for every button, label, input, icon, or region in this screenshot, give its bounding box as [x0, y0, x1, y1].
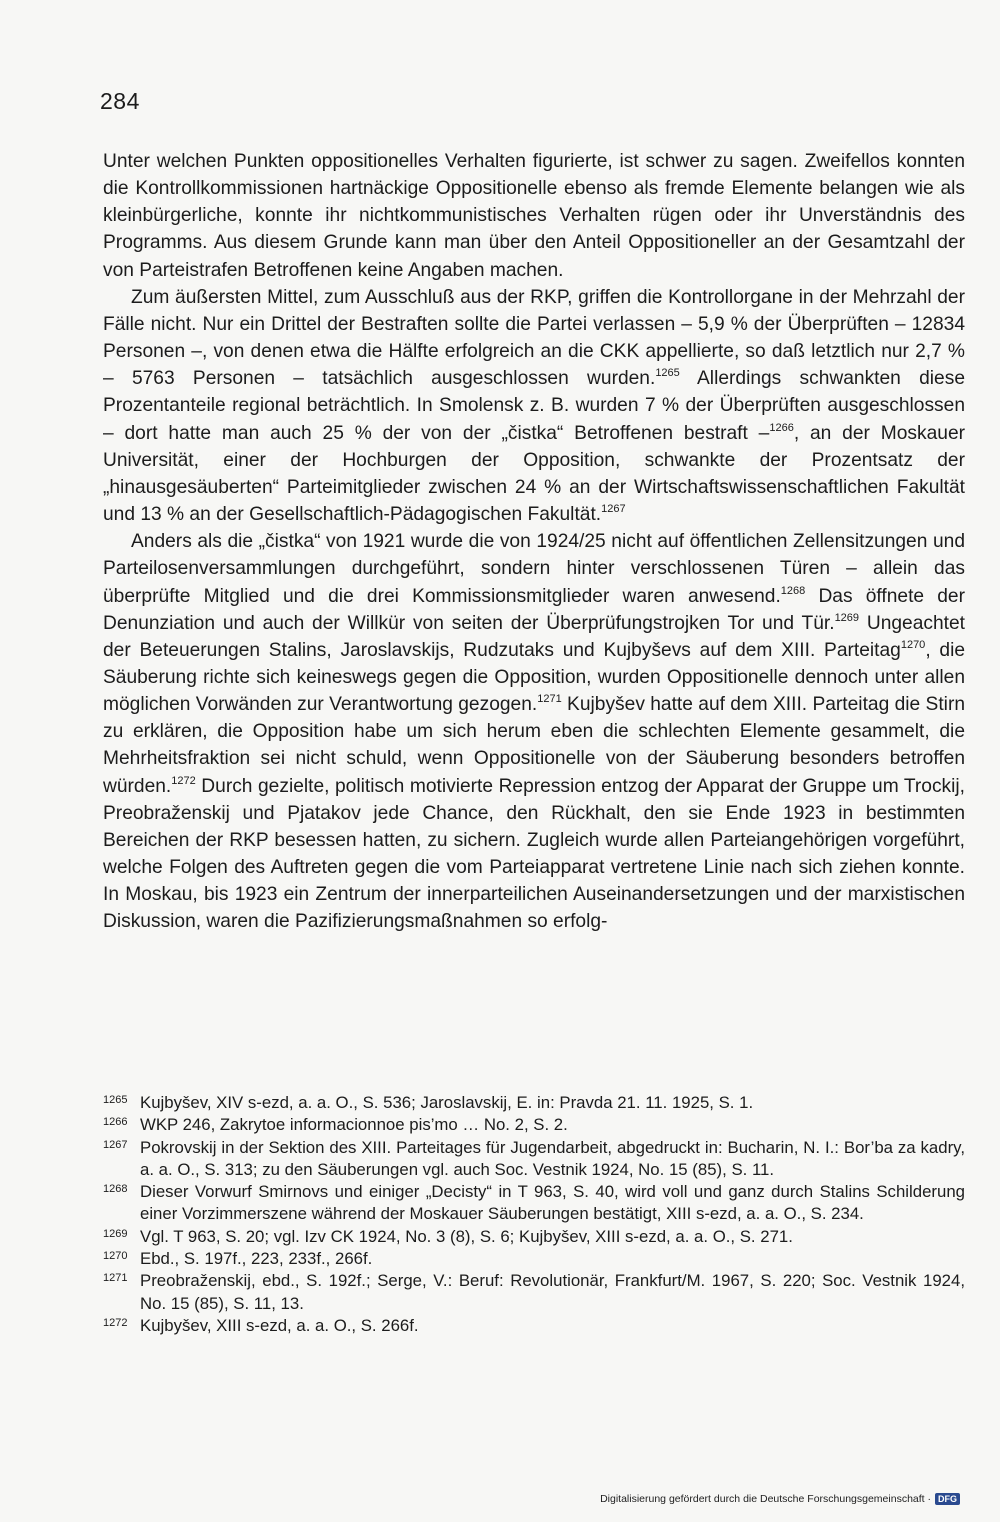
- body-text: [103, 148, 965, 936]
- text-run: Unter welchen Punkten oppositionelles Verhalten figurierte, ist schwer zu sagen. Zweifellos konnten die Kontrollkommissionen hartnäckige Oppositionelle ebenso als fremde Elemente belangen wie als kleinbürgerliche, konnte ihr nichtkommunistisches Verhalten rügen oder ihr Unverständnis des Programms. Aus diesem Grunde kann man über den Anteil Oppositioneller an der Gesamtzahl der von Parteistrafen Betroffenen keine Angaben machen.: [103, 151, 965, 281]
- footnote-ref: 1267: [601, 503, 626, 516]
- page-number: 284: [100, 88, 140, 114]
- footnote-ref: 1266: [769, 421, 794, 434]
- footnote-text: Kujbyšev, XIV s-ezd, a. a. O., S. 536; Jaroslavskij, E. in: Pravda 21. 11. 1925, S. 1.: [140, 1093, 754, 1112]
- footnote-text: Kujbyšev, XIII s-ezd, a. a. O., S. 266f.: [140, 1315, 419, 1335]
- dfg-credit: [600, 1493, 960, 1505]
- footnote-text: Preobraženskij, ebd., S. 192f.; Serge, V.: Beruf: Revolutionär, Frankfurt/M. 1967, S. 220; Soc. Vestnik 1924, No. 15 (85), S. 11, 13.: [140, 1271, 965, 1313]
- text-run: Das öffnete der Denunziation und auch der Willkür von seiten der Überprüfungstrojken Tor und Tür.: [103, 585, 965, 634]
- footnote: [103, 1137, 965, 1182]
- text-run: Durch gezielte, politisch motivierte Repression entzog der Apparat der Gruppe um Trockij, Preobraženskij und Pjatakov jede Chance, den Rückhalt, den sie Ende 1923 in bestimmten Bereichen der RKP besessen hatten, zu sichern. Zugleich wurde allen Parteiangehörigen vorgeführt, welche Folgen des Auftreten gegen die vom Parteiapparat vertretene Linie nach sich ziehen konnte. In Moskau, bis 1923 ein Zentrum der innerparteilichen Auseinandersetzungen und der marxistischen Diskussion, waren die Pazifizierungsmaßnahmen so erfolg-: [103, 775, 965, 933]
- text-run: , die Säuberung richte sich keineswegs gegen die Opposition, wurden Oppositionelle dennoch unter allen möglichen Vorwänden zur Verantwortung gezogen.: [103, 639, 965, 716]
- footnote-number: 1272: [103, 1316, 128, 1329]
- footnote-number: 1265: [103, 1094, 128, 1106]
- footnote: [103, 1181, 965, 1226]
- dfg-logo: DFG: [935, 1493, 960, 1505]
- footnote-number: 1268: [103, 1183, 128, 1196]
- footnote-text: Ebd., S. 197f., 223, 233f., 266f.: [140, 1249, 373, 1269]
- footnote-text: WKP 246, Zakrytoe informacionnoe pis’mo … No. 2, S. 2.: [140, 1115, 568, 1135]
- footnote-ref: 1269: [834, 611, 860, 624]
- footnote-ref: 1270: [900, 638, 926, 651]
- footnote: [103, 1248, 965, 1270]
- text-run: Anders als die „čistka“ von 1921 wurde die von 1924/25 nicht auf öffentlichen Zellensitzungen und Parteilosenversammlungen durchgeführt, sondern hinter verschlossenen Türen – allein das überprüfte Mitglied und die drei Kommissionsmitglieder waren anwesend.: [103, 531, 965, 607]
- footnote-ref: 1268: [780, 584, 806, 597]
- footnote: [103, 1315, 965, 1337]
- text-run: Kujbyšev hatte auf dem XIII. Parteitag die Stirn zu erklären, die Opposition habe um sich herum eben die schlechten Elemente gesammelt, die Mehrheitsfraktion sei nicht schuld, wenn Oppositionelle von der Säuberung besonders betroffen würden.: [103, 694, 966, 797]
- footnotes: [103, 1092, 965, 1337]
- text-run: Ungeachtet der Beteuerungen Stalins, Jaroslavskijs, Rudzutaks und Kujbyševs auf dem XIII. Parteitag: [103, 612, 965, 661]
- paragraph: [103, 528, 965, 935]
- footnote-ref: 1265: [655, 367, 680, 380]
- footnote-text: Pokrovskij in der Sektion des XIII. Parteitages für Jugendarbeit, abgedruckt in: Bucharin, N. I.: Bor’ba za kadry, a. a. O., S. 313; zu den Säuberungen vgl. auch Soc. Vestnik 1924, No. 15 (85), S. 11.: [140, 1137, 965, 1179]
- footnote-number: 1266: [103, 1116, 128, 1129]
- footnote: [103, 1226, 965, 1248]
- footnote-ref: 1271: [537, 693, 562, 706]
- footnote: [103, 1270, 965, 1315]
- footnote-number: 1270: [103, 1250, 128, 1263]
- footnote-number: 1269: [103, 1227, 128, 1240]
- footnote: [103, 1092, 965, 1114]
- paragraph: [103, 148, 965, 284]
- footnote-text: Vgl. T 963, S. 20; vgl. Izv CK 1924, No. 3 (8), S. 6; Kujbyšev, XIII s-ezd, a. a. O., S. 271.: [140, 1226, 793, 1246]
- footnote-text: Dieser Vorwurf Smirnovs und einiger „Decisty“ in T 963, S. 40, wird voll und ganz durch Stalins Schilderung einer Vorzimmerszene während der Moskauer Säuberungen bestätigt, XIII s-ezd, a. a. O., S. 234.: [140, 1182, 965, 1224]
- footnote-ref: 1272: [171, 774, 196, 787]
- text-run: Allerdings schwankten diese Prozentanteile regional beträchtlich. In Smolensk z. B. wurden 7 % der Überprüften ausgeschlossen – dort hatte man auch 25 % der von der „čistka“ Betroffenen bestraft –: [103, 368, 965, 444]
- footnote-number: 1271: [103, 1272, 128, 1285]
- footnote: [103, 1114, 965, 1136]
- text-run: , an der Moskauer Universität, einer der Hochburgen der Opposition, schwankte der Prozentsatz der „hinausgesäuberten“ Parteimitglieder zwischen 24 % an der Wirtschaftswissenschaftlichen Fakultät und 13 % an der Gesellschaftlich-Pädagogischen Fakultät.: [103, 422, 965, 526]
- footnote-number: 1267: [103, 1138, 128, 1151]
- dfg-credit-text: Digitalisierung gefördert durch die Deutsche Forschungsgemeinschaft ·: [600, 1493, 931, 1505]
- text-run: Zum äußersten Mittel, zum Ausschluß aus der RKP, griffen die Kontrollorgane in der Mehrzahl der Fälle nicht. Nur ein Drittel der Bestraften sollte die Partei verlassen – 5,9 % der Überprüften – 12834 Personen –, von denen etwa die Hälfte erfolgreich an die CKK appellierte, so daß letztlich nur 2,7 % – 5763 Personen – tatsächlich ausgeschlossen wurden.: [103, 286, 965, 390]
- paragraph: [103, 284, 965, 528]
